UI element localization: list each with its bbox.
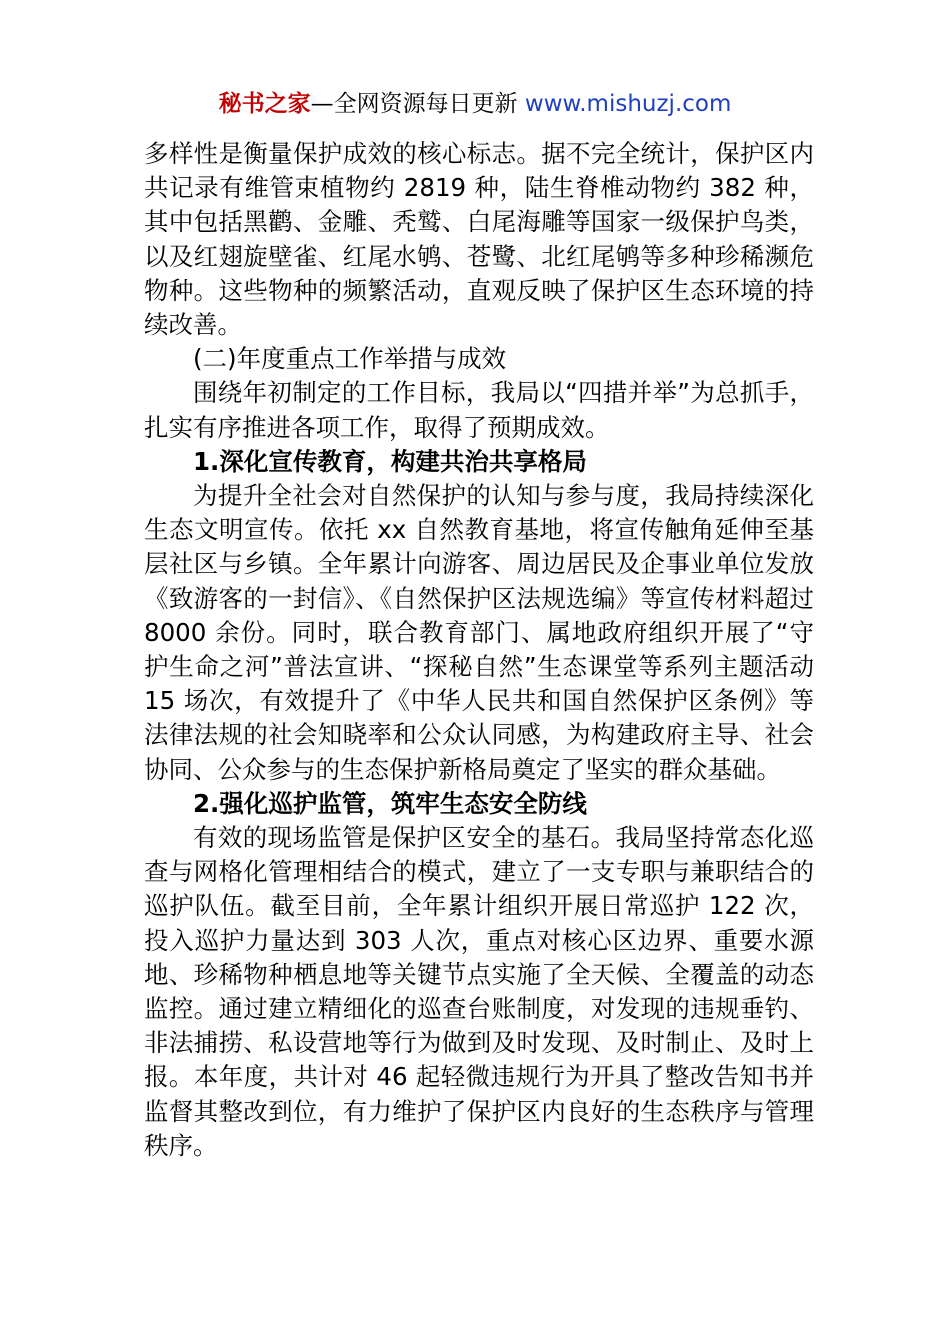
subheading-publicity-education: 1.深化宣传教育，构建共治共享格局 bbox=[193, 446, 587, 476]
document-body bbox=[144, 137, 814, 1163]
header-separator: — bbox=[310, 91, 334, 117]
paragraph-publicity-education: 为提升全社会对自然保护的认知与参与度，我局持续深化生态文明宣传。依托 xx 自然教育基地，将宣传触角延伸至基层社区与乡镇。全年累计向游客、周边居民及企事业单位发放《致游客的一封信》、《自然保护区法规选编》等宣传材料超过 8000 余份。同时，联合教育部门、属地政府组织开展了“守护生命之河”普法宣讲、“探秘自然”生态课堂等系列主题活动 15 场次，有效提升了《中华人民共和国自然保护区条例》等法律法规的社会知晓率和公众认同感，为构建政府主导、社会协同、公众参与的生态保护新格局奠定了坚实的群众基础。 bbox=[144, 481, 814, 784]
paragraph-work-goals: 围绕年初制定的工作目标，我局以“四措并举”为总抓手，扎实有序推进各项工作，取得了预期成效。 bbox=[144, 378, 814, 442]
site-tagline: 全网资源每日更新 bbox=[333, 91, 518, 117]
site-header bbox=[0, 88, 950, 120]
site-brand: 秘书之家 bbox=[218, 91, 311, 117]
paragraph-patrol-supervision: 有效的现场监管是保护区安全的基石。我局坚持常态化巡查与网格化管理相结合的模式，建立了一支专职与兼职结合的巡护队伍。截至目前，全年累计组织开展日常巡护 122 次，投入巡护力量达到 303 人次，重点对核心区边界、重要水源地、珍稀物种栖息地等关键节点实施了全天候、全覆盖的动态监控。通过建立精细化的巡查台账制度，对发现的违规垂钓、非法捕捞、私设营地等行为做到及时发现、及时制止、及时上报。本年度，共计对 46 起轻微违规行为开具了整改告知书并监督其整改到位，有力维护了保护区内良好的生态秩序与管理秩序。 bbox=[144, 823, 814, 1160]
subheading-patrol-supervision: 2.强化巡护监管，筑牢生态安全防线 bbox=[193, 788, 587, 818]
paragraph-biodiversity: 多样性是衡量保护成效的核心标志。据不完全统计，保护区内共记录有维管束植物约 2819 种，陆生脊椎动物约 382 种，其中包括黑鹳、金雕、秃鹫、白尾海雕等国家一级保护鸟类，以及红翅旋壁雀、红尾水鸲、苍鹭、北红尾鸲等多种珍稀濒危物种。这些物种的频繁活动，直观反映了保护区生态环境的持续改善。 bbox=[144, 139, 814, 340]
section-heading-annual-measures: (二)年度重点工作举措与成效 bbox=[193, 344, 507, 374]
site-url-link[interactable]: www.mishuzj.com bbox=[524, 91, 732, 117]
